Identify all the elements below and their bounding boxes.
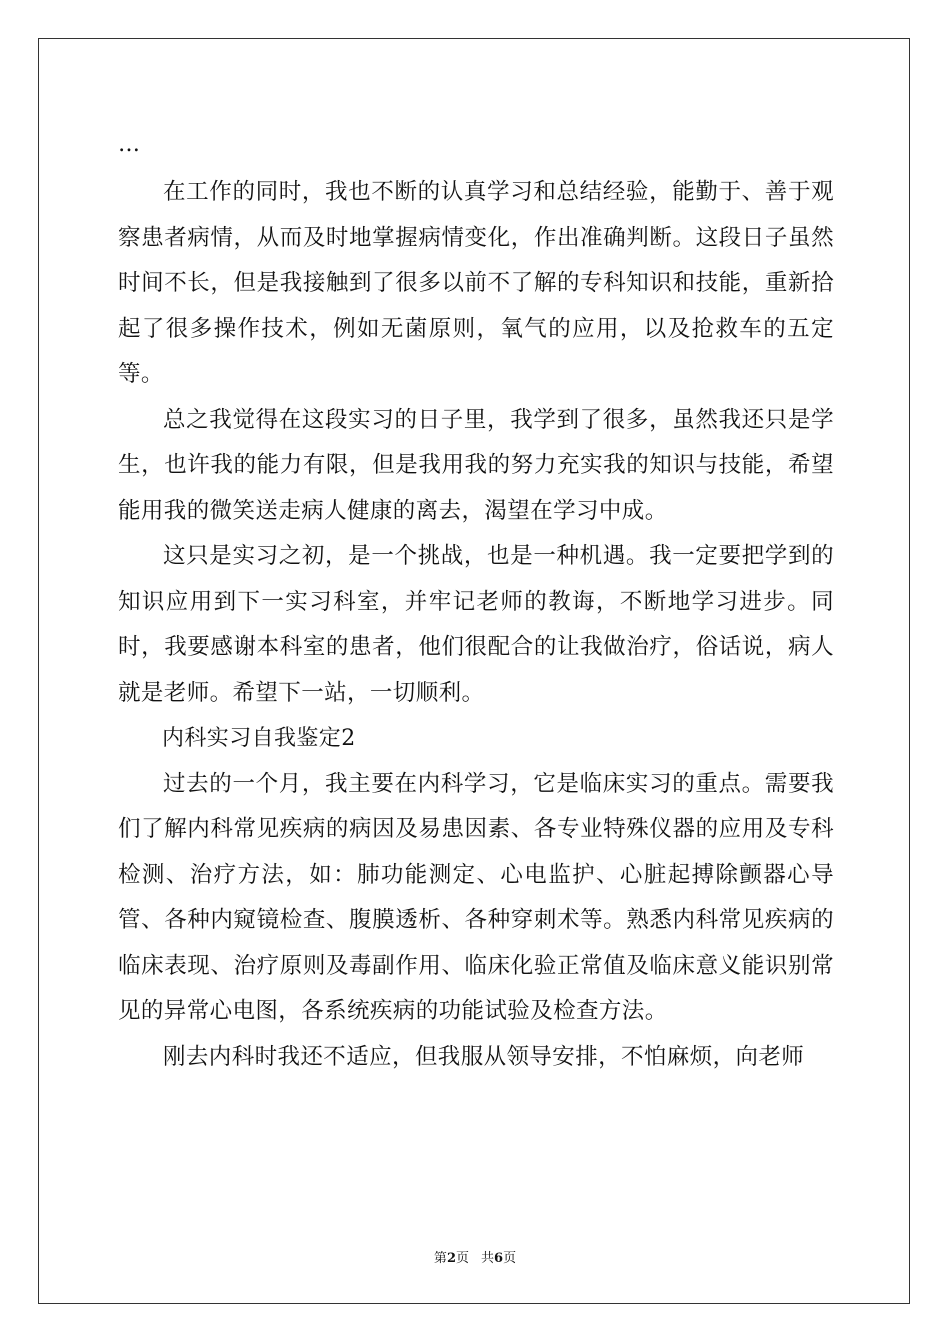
paragraph-work-study: 在工作的同时，我也不断的认真学习和总结经验，能勤于、善于观察患者病情，从而及时地掌握病情变化，作出准确判断。这段日子虽然时间不长，但是我接触到了很多以前不了解的专科知识和技能，重新拾起了很多操作技术，例如无菌原则，氧气的应用，以及抢救车的五定等。 xyxy=(118,179,834,387)
footer-total-suffix: 页 xyxy=(503,1251,517,1266)
paragraph-adaptation: 刚去内科时我还不适应，但我服从领导安排，不怕麻烦，向老师 xyxy=(163,1043,805,1070)
paragraph-summary: 总之我觉得在这段实习的日子里，我学到了很多，虽然我还只是学生，也许我的能力有限，但是我用我的努力充实我的知识与技能，希望能用我的微笑送走病人健康的离去，渴望在学习中成。 xyxy=(118,406,834,524)
footer-total-prefix: 共 xyxy=(481,1251,495,1266)
footer-page-prefix: 第 xyxy=(433,1251,447,1266)
footer-page-number: 2 xyxy=(446,1251,456,1266)
page-footer xyxy=(0,1247,950,1266)
paragraph-internal-medicine: 过去的一个月，我主要在内科学习，它是临床实习的重点。需要我们了解内科常见疾病的病因及易患因素、各专业特殊仪器的应用及专科检测、治疗方法，如：肺功能测定、心电监护、心脏起搏除颤器心导管、各种内窥镜检查、腹膜透析、各种穿刺术等。熟悉内科常见疾病的临床表现、治疗原则及毒副作用、临床化验正常值及临床意义能识别常见的异常心电图，各系统疾病的功能试验及检查方法。 xyxy=(118,770,834,1024)
lead-ellipsis: … xyxy=(118,132,141,157)
document-body xyxy=(118,126,834,1080)
footer-page-suffix: 页 xyxy=(455,1251,469,1266)
paragraph-challenge: 这只是实习之初，是一个挑战，也是一种机遇。我一定要把学到的知识应用到下一实习科室，并牢记老师的教诲，不断地学习进步。同时，我要感谢本科室的患者，他们很配合的让我做治疗，俗话说，病人就是老师。希望下一站，一切顺利。 xyxy=(118,543,834,706)
footer-total-pages: 6 xyxy=(494,1251,504,1266)
section-heading: 内科实习自我鉴定2 xyxy=(162,726,356,751)
